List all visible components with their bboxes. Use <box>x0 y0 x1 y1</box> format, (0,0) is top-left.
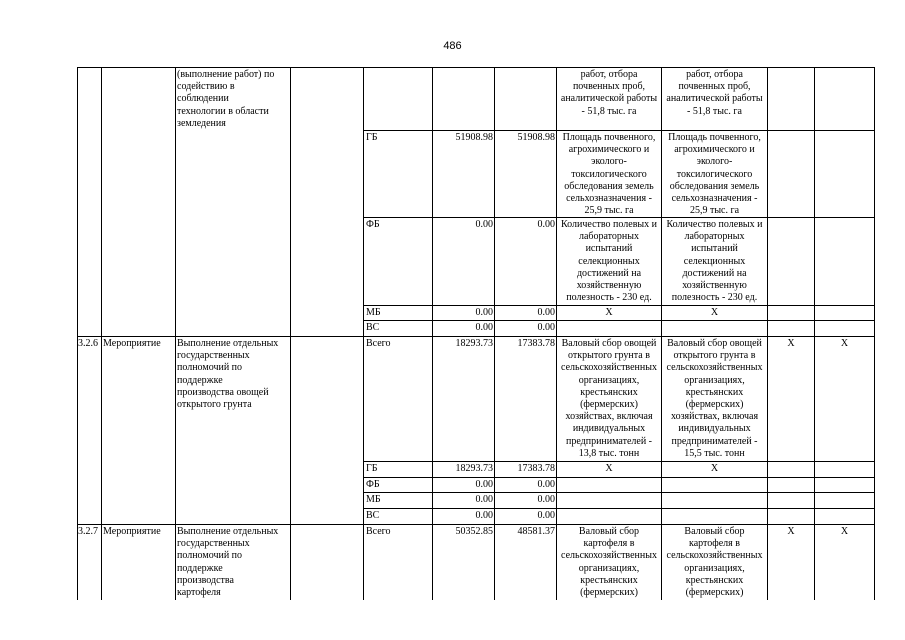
indicator-cell: X <box>710 463 719 474</box>
funding-source: ГБ <box>366 132 378 143</box>
indicator-cell: X <box>710 307 719 318</box>
mark-cell: X <box>840 338 849 349</box>
indicator-cell: работ, отбора почвенных проб, аналитической работы - 51,8 тыс. га <box>666 69 763 117</box>
funding-source: Всего <box>366 338 391 349</box>
indicator-cell: Валовый сбор овощей открытого грунта в сельскохозяйственных организациях, крестьянских (фермерских) хозяйствах, включая индивидуальных предпринимателей - 13,8 тыс. тонн <box>561 338 657 459</box>
amount-cell: 0.00 <box>475 479 493 490</box>
grid-line <box>363 130 875 131</box>
mark-cell: X <box>840 526 849 537</box>
amount-cell: 50352.85 <box>455 526 493 537</box>
amount-cell: 51908.98 <box>517 132 555 143</box>
grid-line <box>175 67 176 600</box>
amount-cell: 0.00 <box>475 219 493 230</box>
grid-line <box>874 67 875 600</box>
funding-source: ФБ <box>366 479 380 490</box>
amount-cell: 0.00 <box>475 494 493 505</box>
amount-cell: 48581.37 <box>517 526 555 537</box>
amount-cell: 0.00 <box>537 494 555 505</box>
measure-name: (выполнение работ) по содействию в соблюдении технологии в области земледения <box>177 69 275 129</box>
indicator-cell: Валовый сбор картофеля в сельскохозяйственных организациях, крестьянских (фермерских) <box>666 526 763 599</box>
measure-name: Выполнение отдельных государственных полномочий по поддержке производства овощей открытого грунта <box>177 338 279 411</box>
amount-cell: 0.00 <box>475 322 493 333</box>
row-number: 3.2.6 <box>78 338 98 349</box>
grid-line <box>101 67 102 600</box>
grid-line <box>77 336 875 337</box>
funding-source: ВС <box>366 322 380 333</box>
grid-line <box>363 305 875 306</box>
mark-cell: X <box>787 526 795 537</box>
funding-source: ГБ <box>366 463 378 474</box>
row-number: 3.2.7 <box>78 526 98 537</box>
grid-line <box>363 477 875 478</box>
amount-cell: 18293.73 <box>455 338 493 349</box>
amount-cell: 0.00 <box>537 307 555 318</box>
amount-cell: 0.00 <box>537 510 555 521</box>
amount-cell: 0.00 <box>537 479 555 490</box>
indicator-cell: Количество полевых и лабораторных испытаний селекционных достижений на хозяйственную полезность - 230 ед. <box>560 219 657 304</box>
grid-line <box>363 320 875 321</box>
grid-line <box>767 67 768 600</box>
funding-source: ВС <box>366 510 380 521</box>
row-type: Мероприятие <box>103 338 161 349</box>
indicator-cell: Валовый сбор картофеля в сельскохозяйственных организациях, крестьянских (фермерских) <box>561 526 657 599</box>
amount-cell: 51908.98 <box>455 132 493 143</box>
funding-source: ФБ <box>366 219 380 230</box>
amount-cell: 17383.78 <box>517 463 555 474</box>
measure-name: Выполнение отдельных государственных полномочий по поддержке производства картофеля <box>177 526 279 599</box>
grid-line <box>290 67 291 600</box>
indicator-cell: работ, отбора почвенных проб, аналитической работы - 51,8 тыс. га <box>560 69 658 117</box>
mark-cell: X <box>787 338 795 349</box>
grid-line <box>77 67 78 600</box>
amount-cell: 0.00 <box>475 510 493 521</box>
grid-line <box>363 67 364 600</box>
funding-source: МБ <box>366 494 381 505</box>
grid-line <box>363 461 875 462</box>
indicator-cell: Площадь почвенного, агрохимического и эколого- токсилогического обследования земель сельхозназначения - 25,9 тыс. га <box>668 132 761 217</box>
grid-line <box>363 492 875 493</box>
grid-line <box>77 67 875 68</box>
amount-cell: 0.00 <box>537 219 555 230</box>
page-number: 486 <box>443 40 462 52</box>
grid-line <box>77 524 875 525</box>
funding-source: Всего <box>366 526 391 537</box>
amount-cell: 17383.78 <box>517 338 555 349</box>
amount-cell: 0.00 <box>537 322 555 333</box>
indicator-cell: X <box>605 463 613 474</box>
indicator-cell: Количество полевых и лабораторных испытаний селекционных достижений на хозяйственную полезность - 230 ед. <box>666 219 763 304</box>
indicator-cell: X <box>605 307 613 318</box>
grid-line <box>363 508 875 509</box>
amount-cell: 0.00 <box>475 307 493 318</box>
indicator-cell: Площадь почвенного, агрохимического и эколого- токсилогического обследования земель сельхозназначения - 25,9 тыс. га <box>562 132 656 217</box>
indicator-cell: Валовый сбор овощей открытого грунта в сельскохозяйственных организациях, крестьянских (фермерских) хозяйствах, включая индивидуальных предпринимателей - 15,5 тыс. тонн <box>666 338 763 459</box>
row-type: Мероприятие <box>103 526 161 537</box>
funding-source: МБ <box>366 307 381 318</box>
amount-cell: 18293.73 <box>455 463 493 474</box>
grid-line <box>814 67 815 600</box>
